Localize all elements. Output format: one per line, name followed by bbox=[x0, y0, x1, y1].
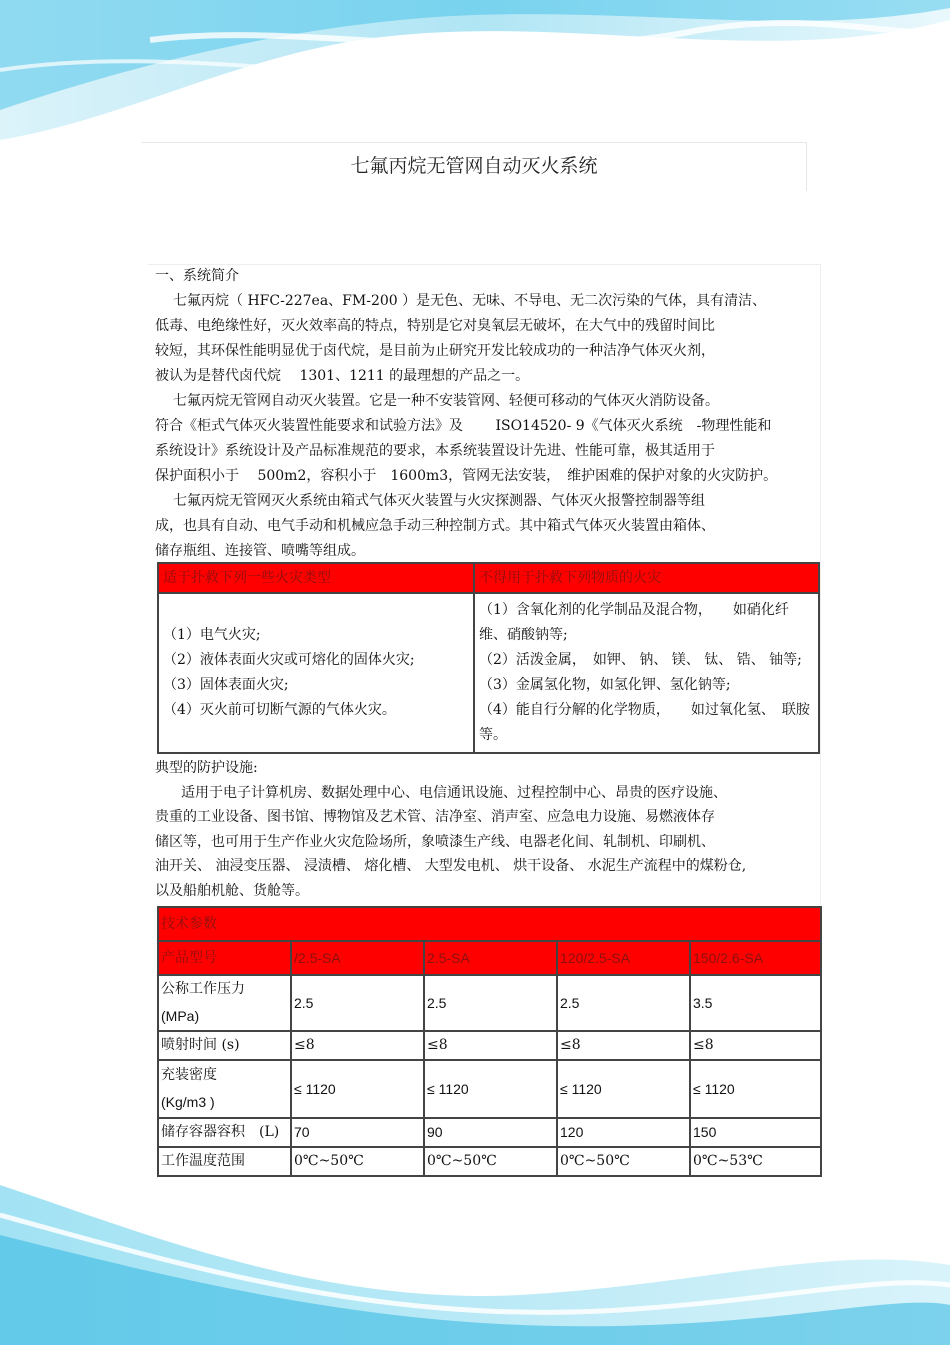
para2-line: 七氟丙烷无管网自动灭火装置。它是一种不安装管网、轻便可移动的气体灭火消防设备。 bbox=[173, 393, 719, 409]
fire-applicable-item: （1）电气火灾; bbox=[163, 627, 261, 643]
para3-line: 成，也具有自动、电气手动和机械应急手动三种控制方式。其中箱式气体灭火装置由箱体、 bbox=[155, 518, 715, 534]
protection-line: 储区等，也可用于生产作业火灾危险场所，象喷漆生产线、电器老化间、轧制机、印刷机、 bbox=[155, 833, 715, 850]
fire-applicable-item: （3）固体表面火灾; bbox=[163, 677, 289, 693]
value-cell: ≤8 bbox=[690, 1031, 821, 1060]
para1-line: 被认为是替代卤代烷 1301、1211 的最理想的产品之一。 bbox=[155, 368, 530, 384]
value-cell: ≤ 1120 bbox=[291, 1060, 424, 1118]
value-cell: 0℃~50℃ bbox=[424, 1147, 557, 1176]
row-label-line: 充装密度 bbox=[161, 1067, 217, 1083]
table-row bbox=[158, 1060, 821, 1118]
value-cell: 3.5 bbox=[690, 975, 821, 1031]
fire-applicable-item: （2）液体表面火灾或可熔化的固体火灾; bbox=[163, 652, 415, 668]
row-label: 工作温度范围 bbox=[158, 1147, 291, 1176]
value-cell: 2.5 bbox=[424, 975, 557, 1031]
fire-prohibited-item: （4）能自行分解的化学物质， 如过氧化氢、 联胺等。 bbox=[479, 702, 810, 743]
value-cell: 0℃~50℃ bbox=[557, 1147, 690, 1176]
value-cell: 90 bbox=[424, 1118, 557, 1147]
row-label: 喷射时间 (s) bbox=[158, 1031, 291, 1060]
para2-line: 保护面积小于 500m2，容积小于 1600m3，管网无法安装， 维护困难的保护对象的火灾防护。 bbox=[155, 468, 778, 484]
section-heading: 一、系统简介 bbox=[155, 268, 239, 284]
page-title: 七氟丙烷无管网自动灭火系统 bbox=[142, 142, 807, 191]
para1-line: 较短，其环保性能明显优于卤代烷，是目前为止研究开发比较成功的一种洁净气体灭火剂， bbox=[155, 343, 715, 359]
bottom-wave-decoration bbox=[0, 1175, 950, 1345]
value-cell: 0℃~53℃ bbox=[690, 1147, 821, 1176]
value-cell: 0℃~50℃ bbox=[291, 1147, 424, 1176]
row-label-line: (MPa) bbox=[161, 1008, 200, 1024]
para1-line: 七氟丙烷（ HFC-227ea、FM-200 ）是无色、无味、不导电、无二次污染的气体，具有清洁、 bbox=[173, 293, 767, 309]
para2-line: 符合《柜式气体灭火装置性能要求和试验方法》及 ISO14520- 9《气体灭火系统 -物理性能和 bbox=[155, 418, 772, 434]
value-cell: 150 bbox=[690, 1118, 821, 1147]
fire-table-header-left: 适于扑救下列一些火灾类型 bbox=[158, 563, 474, 593]
model-cell: /2.5-SA bbox=[291, 941, 424, 975]
para1-line: 低毒、电绝缘性好，灭火效率高的特点，特别是它对臭氧层无破坏，在大气中的残留时间比 bbox=[155, 318, 715, 334]
model-cell: 150/2.6-SA bbox=[690, 941, 821, 975]
fire-prohibited-item: （2）活泼金属， 如钾、 钠、 镁、 钛、 锆、 铀等; bbox=[479, 652, 802, 668]
intro-section bbox=[155, 264, 820, 564]
value-cell: 2.5 bbox=[557, 975, 690, 1031]
value-cell: ≤ 1120 bbox=[690, 1060, 821, 1118]
value-cell: ≤ 1120 bbox=[424, 1060, 557, 1118]
model-cell: 2.5-SA bbox=[424, 941, 557, 975]
table-row bbox=[158, 1118, 821, 1147]
fire-prohibited-item: （3）金属氢化物，如氢化钾、氢化钠等; bbox=[479, 677, 731, 693]
row-label: 储存容器容积 (L) bbox=[158, 1118, 291, 1147]
tech-table-caption: 技术参数 bbox=[158, 907, 821, 941]
row-label bbox=[158, 975, 291, 1031]
para3-line: 储存瓶组、连接管、喷嘴等组成。 bbox=[155, 543, 365, 559]
protection-line: 以及船舶机舱、货舱等。 bbox=[155, 882, 309, 899]
value-cell: 70 bbox=[291, 1118, 424, 1147]
value-cell: ≤8 bbox=[291, 1031, 424, 1060]
row-label bbox=[158, 1060, 291, 1118]
top-wave-decoration bbox=[0, 0, 950, 150]
para2-line: 系统设计》系统设计及产品标准规范的要求，本系统装置设计先进、性能可靠，极其适用于 bbox=[155, 443, 715, 459]
protection-line: 贵重的工业设备、图书馆、博物馆及艺术管、洁净室、消声室、应急电力设施、易燃液体存 bbox=[155, 809, 715, 825]
fire-table-right-cell bbox=[474, 593, 819, 753]
fire-prohibited-item: （1）含氧化剂的化学制品及混合物， 如硝化纤维、硝酸钠等; bbox=[479, 602, 789, 643]
protection-heading: 典型的防护设施: bbox=[155, 760, 258, 776]
table-row bbox=[158, 975, 821, 1031]
value-cell: 2.5 bbox=[291, 975, 424, 1031]
value-cell: 120 bbox=[557, 1118, 690, 1147]
row-label-line: (Kg/m3 ) bbox=[161, 1094, 215, 1110]
fire-applicable-item: （4）灭火前可切断气源的气体火灾。 bbox=[163, 702, 396, 718]
row-label-line: 公称工作压力 bbox=[161, 981, 245, 997]
table-row bbox=[158, 1031, 821, 1060]
protection-line: 油开关、 油浸变压器、 浸渍槽、 熔化槽、 大型发电机、 烘干设备、 水泥生产流程中的煤粉仓, bbox=[155, 858, 747, 874]
model-label: 产品型号 bbox=[158, 941, 291, 975]
value-cell: ≤8 bbox=[424, 1031, 557, 1060]
fire-type-table bbox=[157, 562, 820, 754]
fire-table-header-right: 不得用于扑救下列物质的火灾 bbox=[474, 563, 819, 593]
tech-spec-table bbox=[157, 906, 822, 1177]
fire-table-left-cell bbox=[158, 593, 474, 753]
protection-section bbox=[155, 756, 820, 903]
value-cell: ≤ 1120 bbox=[557, 1060, 690, 1118]
table-row bbox=[158, 1147, 821, 1176]
para3-line: 七氟丙烷无管网灭火系统由箱式气体灭火装置与火灾探测器、气体灭火报警控制器等组 bbox=[173, 493, 705, 509]
protection-line: 适用于电子计算机房、数据处理中心、电信通讯设施、过程控制中心、昂贵的医疗设施、 bbox=[181, 784, 727, 801]
value-cell: ≤8 bbox=[557, 1031, 690, 1060]
model-cell: 120/2.5-SA bbox=[557, 941, 690, 975]
